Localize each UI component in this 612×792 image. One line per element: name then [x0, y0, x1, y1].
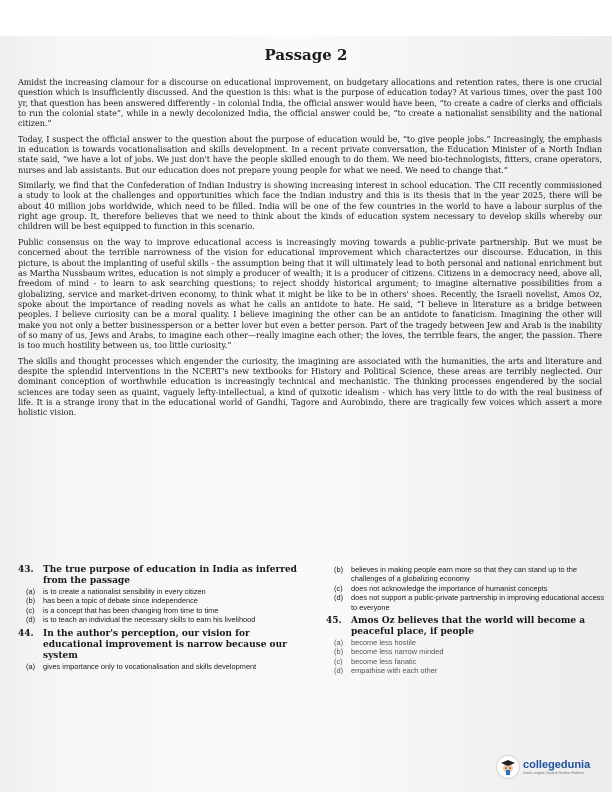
question-45 [326, 616, 608, 676]
question-number: 45. [326, 616, 342, 627]
question-number: 43. [18, 565, 34, 575]
top-margin [0, 0, 612, 36]
passage-paragraph: Today, I suspect the official answer to the question about the purpose of education would be, “to give people jobs.” Increasingly, the emphasis in education is towards vocationalisation and skills development. In a recent private conversation, the Education Minister of a North Indian state said, “we have a lot of jobs. We just don't have the people skilled enough to do them. We need bio-technologists, fitters, crane operators, nurses and lab assistants. But our education does not prepare young people for what we need. We need to change that.” [18, 133, 602, 175]
brand-name: collegedunia [523, 759, 591, 771]
question-44 [18, 629, 310, 671]
collegedunia-logo [496, 755, 590, 779]
questions-left-column [18, 565, 310, 675]
passage-paragraph: Amidst the increasing clamour for a discourse on educational improvement, on budgetary allocations and retention rates, there is one crucial question which is insufficiently discussed. And the question is this: what is the purpose of education today? At various times, over the past 100 yr, that question has been answered differently - in colonial India, the official answer would have been, “to create a cadre of clerks and officials to run the colonial state”, while in a newly decolonized India, the official answer could be, “to create a nationalist sensibility and the national citizen.” [18, 77, 602, 129]
question-44-continued [326, 565, 608, 612]
option-a: (a) is to create a nationalist sensibility in every citizen [26, 587, 206, 596]
option-b: (b) has been a topic of debate since independence [26, 596, 198, 606]
question-number: 44. [18, 628, 34, 639]
passage-paragraph: The skills and thought processes which engender the curiosity, the imagining are associated with the humanities, the arts and literature and despite the splendid interventions in the NCERT's new textbooks for History and Political Science, these areas are terribly neglected. Our dominant conception of worthwhile education is increasingly technical and mechanistic. The thinking processes engendered by the social sciences are today seen as quaint, vaguely lefty-intellectual, a kind of quixotic idealism - which has very little to do with the real business of life. It is a strange irony that in the educational world of Gandhi, Tagore and Aurobindo, there are tragically few voices which assert a more holistic vision. [18, 355, 602, 418]
question-stem: Amos Oz believes that the world will become a peaceful place, if people [351, 616, 586, 638]
passage-paragraph: Similarly, we find that the Confederation of Indian Industry is showing increasing interest in school education. The CII recently commissioned a study to look at the challenges and opportunities which face the Indian industry and this is its thesis that in the year 2025, there will be about 40 million jobs worldwide, which need to be filled. India will be one of the few countries in the world to have a labour surplus of the right age group. It, therefore believes that we need to think about the kinds of education system necessary to develop skills whereby our children will be best equipped to function in this scenario. [18, 180, 602, 232]
question-stem: The true purpose of education in India as inferred from the passage [43, 565, 297, 586]
option-d: (d) is to teach an individual the necessary skills to earn his livelihood [26, 615, 256, 625]
passage-paragraph: Public consensus on the way to improve educational access is increasingly moving towards a public-private partnership. But we must be concerned about the terrible narrowness of the vision for educational improvement which characterizes our discourse. Education, in this picture, is about the implanting of useful skills - the assumption being that it will ultimately lead to both personal and national enrichment but as Martha Nussbaum writes, education is not simply a producer of wealth; it is a producer of citizens. Citizens in a democracy need, above all, freedom of mind - to learn to ask searching questions; to reject shoddy historical argument; to imagine alternative possibilities from a globalizing, service and market-driven economy, to think what it might be like to be in others' shoes. Recently, the Israeli novelist, Amos Oz, spoke about the importance of reading novels as what he calls an antidote to hate. He said, “I believe in literature as a bridge between peoples. I believe curiosity can be a moral quality. I believe imagining the other can be an antidote to fanaticism. Imagining the other will make you not only a better businessperson or a better lover but even a better person. Part of the tragedy between Jew and Arab is the inability of so many of us, Jews and Arabs, to imagine each other—really imagine each other; the loves, the terrible fears, the anger, the passion. There is too much hostility between us, too little curiosity.” [18, 236, 602, 351]
option-b: (b) believes in making people earn more so that they can stand up to the challenges of a globalizing economy [334, 565, 577, 584]
option-b: (b) become less narrow minded [334, 647, 444, 657]
passage-title: Passage 2 [264, 46, 348, 64]
brand-tagline: India's largest Student Review Platform [523, 771, 584, 775]
question-43 [18, 565, 310, 625]
option-c: (c) become less fanatic [334, 656, 417, 666]
questions-right-column [326, 565, 608, 680]
option-c: (c) does not acknowledge the importance of humanist concepts [334, 583, 548, 593]
graduate-avatar-icon [496, 755, 520, 779]
option-d: (d) does not support a public-private partnership in improving educational access to everyone [334, 593, 605, 612]
option-a: (a) become less hostile [334, 638, 416, 648]
option-c: (c) is a concept that has been changing from time to time [26, 605, 219, 615]
passage-body [18, 77, 602, 423]
option-d: (d) empathise with each other [334, 666, 438, 676]
question-stem: In the author's perception, our vision for educational improvement is narrow because our system [43, 628, 287, 661]
option-a: (a) gives importance only to vocationalisation and skills development [26, 661, 257, 671]
